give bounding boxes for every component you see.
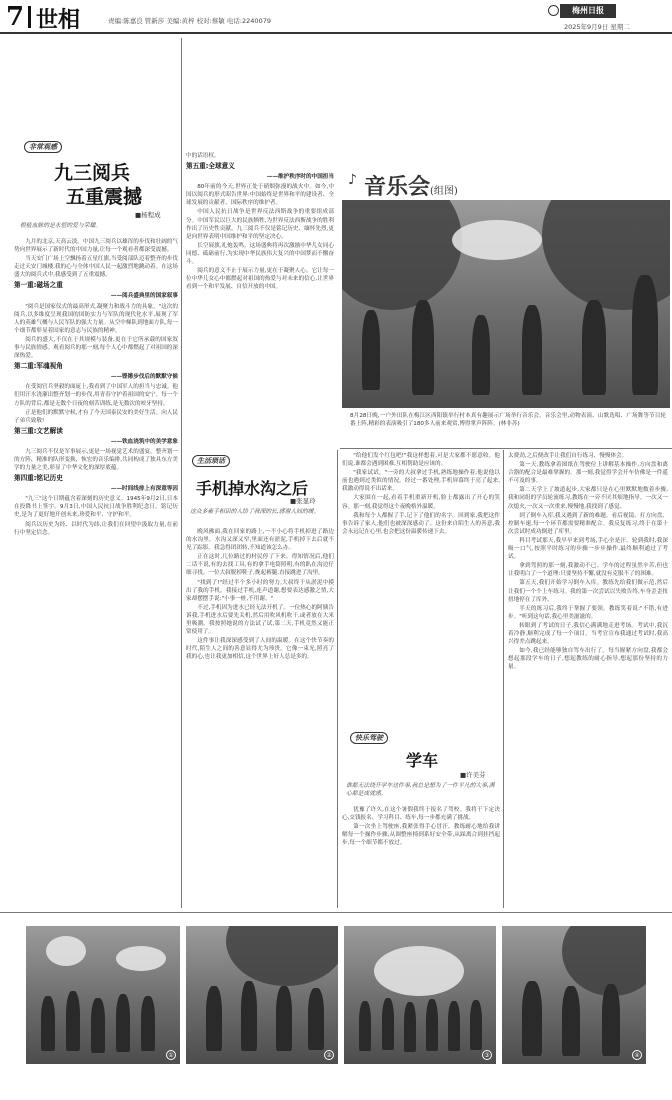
section-subheading: ——铿锵步伐后的默默守候 [110,374,178,381]
concert-photo-4 [502,926,646,1064]
article1-body: 九月的北京,天高云淡。中国九三阅兵以雄浑的步伐和壮阔的气势向世界展示了新时代的中国力量,让每一个观看者都深受震撼。 当天安门广场上空飘扬着五星红旗,当受阅部队迈着整齐的步伐走过天安门城楼,我的心与全体中国人民一起激烈地跳动着。在这场盛大的阅兵式中,我感受到了五重震撼。 第一重:磁场之重 ——阅兵盛典里的国家叙事 "阅兵是国家仪式的最高形式,凝聚力和战斗力的具象。"这次的阅兵,以多维度呈现我国的国防实力与军队的现代化水平,展现了军人的英雄气概与人民军队的强大力量。从空中梯队到地面方队,每一个细节都彰显着国家的意志与民族的精神。 阅兵的盛大,不仅在于其规模与装备,更在于它所承载的国家叙事与民族情感。观看阅兵的那一刻,每个人心中都燃起了对祖国的深深热爱。 第二重:军魂视角 ——铿锵步伐后的默默守候 在受阅官兵坚毅的面庞上,我看到了中国军人的担当与忠诚。他们用汗水浇灌出整齐划一的步伐,用青春守护着祖国的安宁。每一个方队的背后,都是无数个日夜的刻苦训练,是无数次的咬牙坚持。 正是他们的默默守候,才有了今天国泰民安的美好生活。向人民子弟兵致敬! 第三重:文艺解读 ——铁血浇筑中的美学意象 九三阅兵不仅是军事展示,更是一场视觉艺术的盛宴。整齐划一的方阵、精准的队形变换、恢宏的音乐编排,共同构成了独具东方美学的力量之美,彰显了中华文化的深厚底蕴。 第四重:铭记历史 ——时间线排上有深意等因 "九三"这个日期蕴含着深刻的历史意义。1945年9月2日,日本在投降书上签字。9月3日,中国人民抗日战争胜利纪念日。铭记历史,是为了更好地开创未来,珍爱和平、守护和平。 阅兵以历史为经、以时代为纬,让我们在回望中汲取力量,在前行中坚定信念。 [14,239,178,536]
page-header [0,0,672,34]
article-title: 学车 [406,751,439,770]
section-title: 世相 [36,7,81,33]
column-rule [337,450,338,908]
photo-number: ① [166,1050,176,1060]
concert-photo-1 [26,926,180,1064]
issue-date: 2025年9月9日 星期二 [564,23,630,31]
section-subheading: ——维护秩序时的中国担当 [266,174,334,181]
article-tag: 快乐驾驶 [350,732,388,744]
section-subheading: ——时间线排上有深意等因 [110,486,178,493]
page-number: 7 [6,2,25,32]
section-rule [0,912,672,913]
page-number-divider [28,6,31,28]
section-subheading: ——阅兵盛典里的国家叙事 [110,293,178,300]
phone-article-body: 晚风拂面,我在回家的路上,一不小心将手机掉进了路边的水沟里。水沟又深又窄,里面还有淤泥,手机掉下去后就不见了踪影。我急得团团转,不知道该怎么办。 正在这时,几位路过的村民停了下来。得知情况后,他们二话不说,有的去找工具,有的拿手电筒照明,有的趴在沟边仔细寻找。一位大叔脱掉鞋子,挽起裤腿,直接跳进了沟里。 "找到了!"经过半个多小时的努力,大叔终于从淤泥中摸出了我的手机。我接过手机,连声道谢,想要表达感激之情,大家却摆摆手说:"小事一桩,不用谢。" 不过,手机因为进水已经无法开机了。一位热心的阿姨告诉我,手机进水后要先关机,然后用吹风机吹干,或者放在大米里吸潮。我按照她说的方法试了试,第二天,手机竟然又能正常使用了。 这件事让我深深感受到了人间的温暖。在这个快节奏的时代,陌生人之间的善意显得尤为珍贵。它像一束光,照亮了我的心,也让我更加相信,这个世界上好人总是多的。 [186,529,334,661]
section-heading: 第四重:铭记历史 [14,474,63,483]
article-author: ■许美芬 [460,771,486,779]
photo-number: ② [324,1050,334,1060]
newspaper-logo: 梅州日报 [560,4,616,18]
article-tag: 非常观感 [24,141,62,153]
phone-article-body-continued: "给他们发个红包吧!"我这样想着,可是大家都不愿意收。他们说,谁都会遇到困难,互相帮助是应该的。 "我家试试。"一旁的大叔拿过手机,熟练地操作着,他说他以前也遇到过类似的情况。经过一番处理,手机屏幕终于亮了起来,我激动得说不出话来。 大家围在一起,看着手机重新开机,脸上都露出了开心的笑容。那一刻,我觉得这个夜晚格外温暖。 我和每个人都握了手,记下了他们的名字。回到家,我把这件事告诉了家人,他们也被深深感动了。这份来自陌生人的善意,我会永远记在心里,也会把这份温暖传递下去。 [342,453,500,535]
column-rule [503,450,504,908]
section-heading: 第二重:军魂视角 [14,362,63,371]
section-heading: 第五重:全球意义 [186,162,235,171]
article-title: 手机掉水沟之后 [196,479,309,498]
article-lead: 根植血脉的是永恒的爱与荣耀。 [20,223,102,229]
concert-photo-caption: 8月28日晚,一户外田队在梅江区西阳镇举行村本真有趣展示广场举行音乐会。音乐会里,动物表演、山歌选唱、广场舞等节目轮番上阵,精彩的表演吸引了180多人前来观赏,博得掌声阵阵。(林非苏) [350,413,666,427]
article-author: ■杨程成 [135,211,161,219]
column-rule [181,38,182,908]
section-subheading: ——铁血浇筑中的美学意象 [110,438,178,445]
section-heading: 第三重:文艺解读 [14,426,63,435]
photo-number: ③ [482,1050,492,1060]
photo-number: ④ [632,1050,642,1060]
section-heading: 第一重:磁场之重 [14,281,63,290]
concert-photo-3 [344,926,496,1064]
study-article-body: 犹豫了许久,在这个暑假我终于报名了驾校。我将干下定决心,交钱报名、学习科目、练车,每一步都充满了挑战。 第一次坐上驾驶座,我紧张得手心冒汗。教练耐心地给我讲解每一个操作步骤,从调整座椅到系好安全带,从踩离合到挂挡起步,每一个细节都不放过。 [342,807,500,847]
article-lead: 这众多素手相识的人给了我深的长,感谢人间的暖。 [190,509,320,515]
section-rule [340,448,672,449]
newspaper-emblem-icon [548,5,559,16]
article-title-line1: 九三阅兵 [54,162,131,184]
article-tag: 生活琐话 [192,455,230,467]
photo-feature-title: 音乐会(组图) [364,174,458,200]
concert-photo [342,200,670,408]
editor-credits: 责编:陈嘉良 管新莎 美编:黄梓 校对:蔡敏 电话:2240079 [108,17,271,25]
concert-photo-2 [186,926,338,1064]
music-note-icon: ♪ [348,172,357,188]
article-author: ■张显玲 [290,497,316,505]
study-article-body-continued: 太费劲,之后便改手让我们自行练习、慢慢体会。 第一天,教练拿着图纸在驾驶位上讲解基本操作,方向盘和离合器的配合是最难掌握的。那一刻,我觉得学会开车仿佛是一件遥不可及的事。 第二天学上了坡道起步,大家都只是在心里默默地数着步骤,我和同组的学员轮流练习,教练在一旁不厌其烦地指导。一次又一次熄火,一次又一次重来,慢慢地,我找到了感觉。 到了倒车入库,我又遇到了新的难题。看后视镜、打方向盘、控制车速,每一个环节都需要精准配合。我反复练习,终于在第十次尝试时成功倒进了库里。 科目考试那天,我早早来到考场,手心全是汗。轮到我时,我深吸一口气,按照平时练习的步骤一步步操作,最终顺利通过了考试。 拿到驾照的那一刻,我激动不已。学车的过程虽然辛苦,但也让我明白了一个道理:只要坚持不懈,就没有克服不了的困难。 第五天,我们开始学习倒车入库。教练先给我们做示范,然后让我们一个个上车练习。我的第一次尝试以失败告终,车身歪歪扭扭地停在了库外。 半天的练习后,我终于掌握了要领。教练笑着说:"不错,有进步。"听到这句话,我心里美滋滋的。 转眼到了考试的日子,我信心满满地走进考场。考试中,我沉着冷静,顺利完成了每一个项目。当考官宣布我通过考试时,我高兴得差点跳起来。 如今,我已经能够独自驾车出行了。每当握紧方向盘,我都会想起那段学车的日子,想起教练的耐心指导,想起那份坚持的力量。 [508,453,668,671]
article-title-line2: 五重震撼 [66,186,143,208]
article-lead: 谁都无法绕开学车这件事,我总是想为了一件平凡的大事,满心都是成就感。 [346,783,495,797]
article1-body-continued: 中的话语权。 第五重:全球意义 ——维护秩序时的中国担当 80年前的今天,世界正处于硝烟弥漫的战火中。如今,中国以阅兵的形式昭告世界:中国始终是世界和平的建设者、全球发展的贡献者、国际秩序的维护者。 中国人民抗日战争是世界反法西斯战争的重要组成部分。中国军民以巨大的民族牺牲,为世界反法西斯战争的胜利作出了历史性贡献。九三阅兵不仅是铭记历史、缅怀先烈,更是向世界表明中国维护和平的坚定决心。 长空展旗,礼炮轰鸣。这场盛典将再次激励中华儿女同心同德、砥砺前行,为实现中华民族伟大复兴的中国梦而不懈奋斗。 阅兵的意义不止于展示力量,更在于凝聚人心。它让每一位中华儿女心中都燃起对祖国的热爱与对未来的信心,让世界看到一个和平发展、自信开放的中国。 [186,153,334,291]
